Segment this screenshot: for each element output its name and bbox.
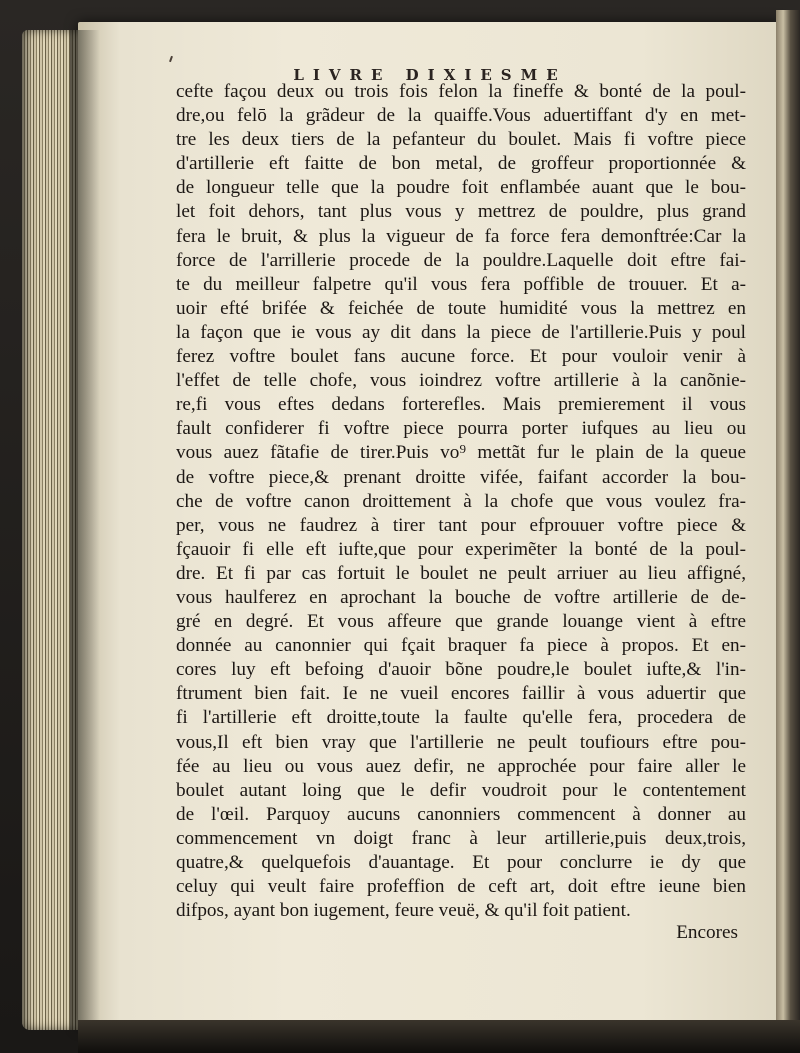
text-line: l'effet de telle chofe, vous ioindrez voftre artillerie à la canõnie- [176,370,746,392]
text-line: vous haulferez en aprochant la bouche de voftre artillerie de de- [176,586,746,608]
text-line: de longueur telle que la poudre foit enflambée auant que le bou- [176,177,746,199]
body-text [176,80,746,923]
text-line: fçauoir fi elle eft iufte,que pour experimẽter la bonté de la poul- [176,538,746,560]
text-line: dre,ou felō la grãdeur de la quaiffe.Vous aduertiffant d'y en met- [176,105,746,127]
catchword: Encores [676,922,738,943]
text-line: vous auez fãtafie de tirer.Puis vo⁹ mettãt fur le plain de la queue [176,442,746,464]
text-line: cores luy eft befoing d'auoir bõne poudre,le boulet iufte,& l'in- [176,659,746,681]
text-line: ferez voftre boulet fans aucune force. Et pour vouloir venir à [176,346,746,368]
text-line: che de voftre canon droittement à la chofe que vous voulez fra- [176,490,746,512]
text-line: tre les deux tiers de la pefanteur du boulet. Mais fi voftre piece [176,129,746,151]
text-line: dre. Et fi par cas fortuit le boulet ne peult arriuer au lieu affigné, [176,562,746,584]
text-line: fault confiderer fi voftre piece pourra porter iufques au lieu ou [176,418,746,440]
bottom-shadow [78,1020,800,1053]
text-line: boulet autant loing que le defir voudroit pour le contentement [176,779,746,801]
text-line: difpos, ayant bon iugement, feure veuë, & qu'il foit patient. [176,900,631,922]
text-line: de voftre piece,& prenant droitte vifée, faifant accorder la bou- [176,466,746,488]
text-line: vous,Il eft bien vray que l'artillerie ne peult toufiours eftre pou- [176,731,746,753]
text-line: re,fi vous eftes dedans forterefles. Mais premierement il vous [176,394,746,416]
text-line: commencement vn doigt franc à leur artillerie,puis deux,trois, [176,827,746,849]
text-line: la façon que ie vous ay dit dans la piece de l'artillerie.Puis y poul [176,321,746,343]
text-line: cefte façou deux ou trois fois felon la fineffe & bonté de la poul- [176,81,746,102]
text-line: d'artillerie eft faitte de bon metal, de groffeur proportionnée & [176,153,746,175]
text-line: donnée au canonnier qui fçait braquer fa piece à propos. Et en- [176,635,746,657]
text-line: fi l'artillerie eft droitte,toute la faulte qu'elle fera, procedera de [176,707,746,729]
text-line: ftrument bien fait. Ie ne vueil encores faillir à vous aduertir que [176,683,746,705]
text-line: celuy qui veult faire profeffion de ceft art, doit eftre ieune bien [176,876,746,898]
text-line: let foit dehors, tant plus vous y mettrez de pouldre, plus grand [176,201,746,223]
text-line: gré en degré. Et vous affeure que grande louange vient à eftre [176,611,746,633]
text-line: fée au lieu ou vous auez defir, ne approchée pour faire aller le [176,755,746,777]
text-line: quatre,& quelquefois d'auantage. Et pour conclurre ie dy que [176,852,746,873]
text-line: uoir efté brifée & feichée de toute humidité vous la mettrez en [176,297,746,319]
facing-page-edge [776,10,800,1053]
running-head: LIVRE DIXIESME [293,66,567,84]
text-line: de l'œil. Parquoy aucuns canonniers commencent à donner au [176,803,746,825]
text-line: te du meilleur falpetre qu'il vous fera poffible de trouuer. Et a- [176,273,746,295]
text-line: force de l'arrillerie procede de la pouldre.Laquelle doit eftre fai- [176,249,746,271]
text-line: per, vous ne faudrez à tirer tant pour efprouuer voftre piece & [176,514,746,536]
text-line: fera le bruit, & plus la vigueur de fa force fera demonftrée:Car la [176,225,746,247]
binding-shadow [70,30,100,1030]
